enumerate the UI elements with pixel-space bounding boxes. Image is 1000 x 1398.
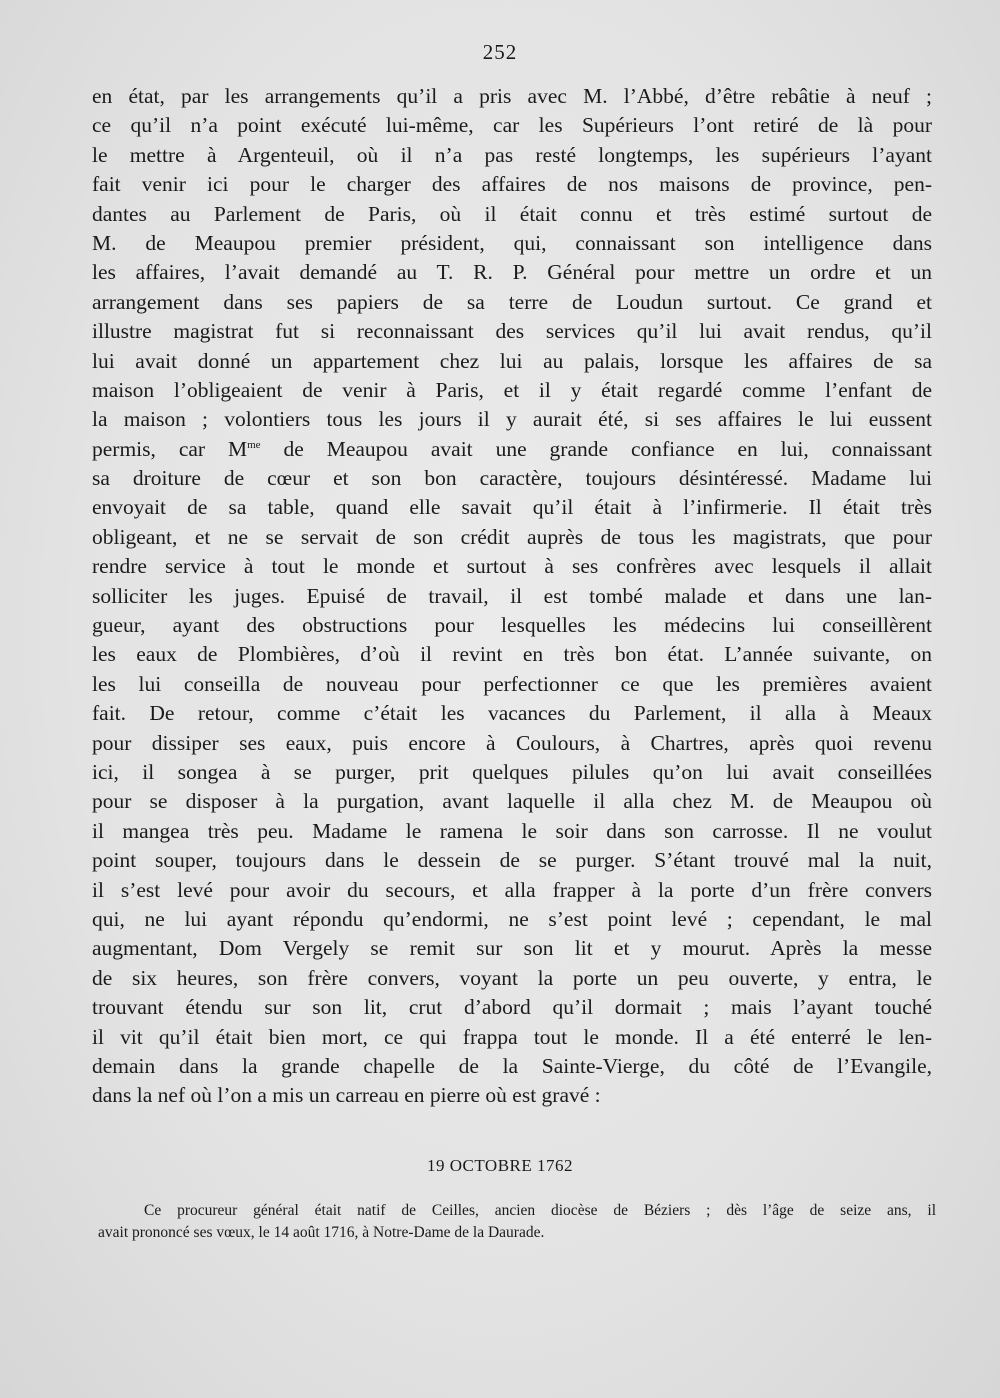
text-line: ce qu’il n’a point exécuté lui-même, car les Supérieurs l’ont retiré de là pour [92, 113, 932, 138]
text-line: les lui conseilla de nouveau pour perfectionner ce que les premières avaient [92, 671, 932, 696]
text-line: trouvant étendu sur son lit, crut d’abord qu’il dormait ; mais l’ayant touché [92, 995, 932, 1020]
text-line: illustre magistrat fut si reconnaissant des services qu’il lui avait rendus, qu’il [92, 319, 932, 344]
text-fragment: de Meaupou avait une grande confiance en lui, connaissant [260, 436, 932, 461]
footnote-line: Ce procureur général était natif de Ceilles, ancien diocèse de Béziers ; dès l’âge de seize ans, il [144, 1202, 936, 1219]
text-line: le mettre à Argenteuil, où il n’a pas resté longtemps, les supérieurs l’ayant [92, 142, 932, 167]
footnote-line: avait prononcé ses vœux, le 14 août 1716, à Notre-Dame de la Daurade. [98, 1224, 545, 1241]
text-line: il vit qu’il était bien mort, ce qui frappa tout le monde. Il a été enterré le len- [92, 1024, 932, 1049]
text-line: dans la nef où l’on a mis un carreau en pierre où est gravé : [92, 1083, 601, 1108]
text-line: rendre service à tout le monde et surtout à ses confrères avec lesquels il allait [92, 554, 932, 579]
text-line: les affaires, l’avait demandé au T. R. P. Général pour mettre un ordre et un [92, 260, 932, 285]
text-line: solliciter les juges. Epuisé de travail, il est tombé malade et dans une lan- [92, 583, 932, 608]
page-number: 252 [482, 40, 518, 64]
text-line: augmentant, Dom Vergely se remit sur son lit et y mourut. Après la messe [92, 936, 932, 961]
text-line: de six heures, son frère convers, voyant la porte un peu ouverte, y entra, le [92, 965, 932, 990]
text-line: arrangement dans ses papiers de sa terre de Loudun surtout. Ce grand et [92, 289, 932, 314]
text-line: obligeant, et ne se servait de son crédit auprès de tous les magistrats, que pour [92, 524, 932, 549]
text-line: fait. De retour, comme c’était les vacances du Parlement, il alla à Meaux [92, 701, 932, 726]
text-line: il mangea très peu. Madame le ramena le soir dans son carrosse. Il ne voulut [92, 818, 932, 843]
body-text [92, 82, 932, 1111]
text-line: dantes au Parlement de Paris, où il était connu et très estimé surtout de [92, 201, 932, 226]
text-line: qui, ne lui ayant répondu qu’endormi, ne s’est point levé ; cependant, le mal [92, 906, 932, 931]
footnote [98, 1200, 936, 1244]
superscript-me: me [247, 438, 261, 451]
text-line: envoyait de sa table, quand elle savait qu’il était à l’infirmerie. Il était très [92, 495, 932, 520]
text-line-permis [92, 435, 932, 464]
text-line: fait venir ici pour le charger des affaires de nos maisons de province, pen- [92, 172, 932, 197]
text-line: ici, il songea à se purger, prit quelques pilules qu’on lui avait conseillées [92, 759, 932, 784]
text-line: pour dissiper ses eaux, puis encore à Coulours, à Chartres, après quoi revenu [92, 730, 932, 755]
text-line: point souper, toujours dans le dessein de se purger. S’étant trouvé mal la nuit, [92, 848, 932, 873]
text-line: gueur, ayant des obstructions pour lesquelles les médecins lui conseillèrent [92, 613, 932, 638]
text-line: la maison ; volontiers tous les jours il y aurait été, si ses affaires le lui eussent [92, 407, 932, 432]
text-line: les eaux de Plombières, d’où il revint en très bon état. L’année suivante, on [92, 642, 932, 667]
text-line: sa droiture de cœur et son bon caractère, toujours désintéressé. Madame lui [92, 466, 932, 491]
text-line: M. de Meaupou premier président, qui, connaissant son intelligence dans [92, 230, 932, 255]
inscription-date: 19 OCTOBRE 1762 [426, 1156, 574, 1175]
text-line: pour se disposer à la purgation, avant laquelle il alla chez M. de Meaupou où [92, 789, 932, 814]
text-fragment: permis, car M [92, 436, 248, 461]
text-line: il s’est levé pour avoir du secours, et alla frapper à la porte d’un frère convers [92, 877, 932, 902]
text-line: en état, par les arrangements qu’il a pris avec M. l’Abbé, d’être rebâtie à neuf ; [92, 84, 932, 108]
text-line: maison l’obligeaient de venir à Paris, et il y était regardé comme l’enfant de [92, 377, 932, 402]
text-line: lui avait donné un appartement chez lui au palais, lorsque les affaires de sa [92, 348, 932, 373]
text-line: demain dans la grande chapelle de la Sainte-Vierge, du côté de l’Evangile, [92, 1053, 932, 1078]
